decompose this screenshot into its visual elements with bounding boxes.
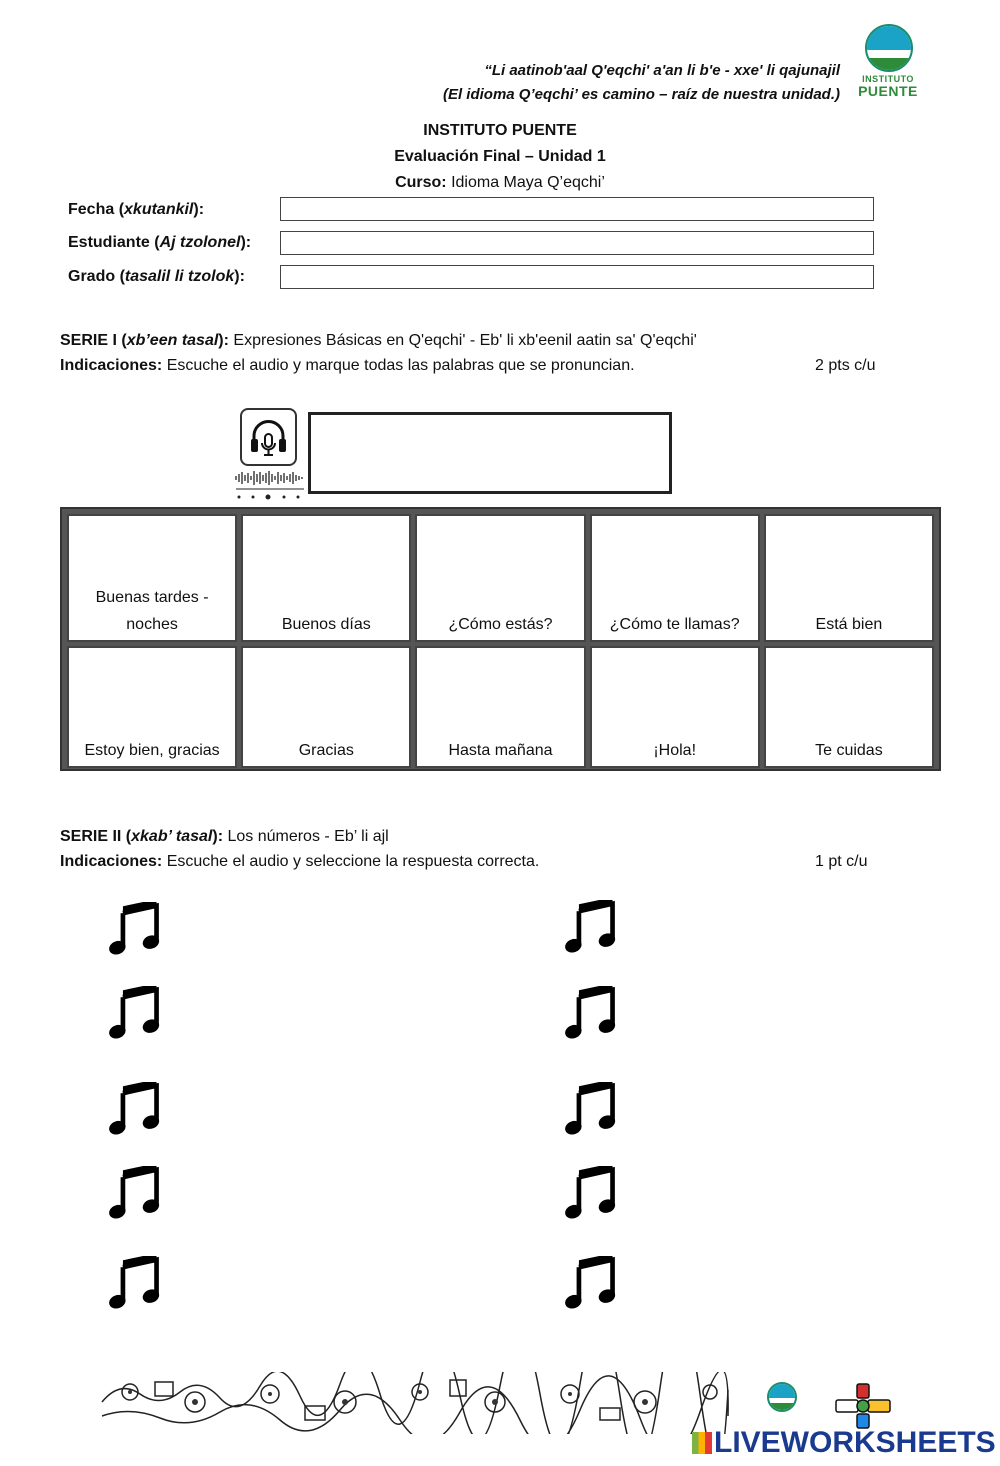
- audio-answer-box[interactable]: [308, 412, 672, 494]
- liveworksheets-logo-icon: [692, 1432, 712, 1454]
- logo-text-puente: PUENTE: [858, 83, 918, 99]
- music-note-icon[interactable]: [564, 1166, 620, 1222]
- estudiante-label: Estudiante (Aj tzolonel):: [68, 234, 252, 251]
- estudiante-input[interactable]: [280, 231, 874, 255]
- page-subtitle: Evaluación Final – Unidad 1: [394, 148, 606, 165]
- instituto-puente-logo: [852, 24, 924, 98]
- serie2-heading: SERIE II (xkab’ tasal): Los números - Eb’ li ajl: [60, 828, 389, 845]
- option-cell[interactable]: Buenos días: [241, 514, 411, 642]
- option-cell[interactable]: Buenas tardes - noches: [67, 514, 237, 642]
- option-cell[interactable]: Hasta mañana: [415, 646, 585, 768]
- serie2-points: 1 pt c/u: [815, 853, 868, 870]
- grado-input[interactable]: [280, 265, 874, 289]
- music-note-icon[interactable]: [108, 986, 164, 1042]
- course-value: Idioma Maya Q’eqchi’: [446, 174, 605, 191]
- page-title: INSTITUTO PUENTE: [423, 122, 577, 139]
- serie2-instructions: Indicaciones: Escuche el audio y seleccione la respuesta correcta.: [60, 853, 540, 870]
- option-cell[interactable]: ¿Cómo te llamas?: [590, 514, 760, 642]
- headphones-icon: [242, 410, 295, 464]
- option-cell[interactable]: Gracias: [241, 646, 411, 768]
- course-line: [0, 174, 1000, 192]
- serie1-points: 2 pts c/u: [815, 357, 876, 374]
- option-cell[interactable]: ¿Cómo estás?: [415, 514, 585, 642]
- motto-qeqchi: “Li aatinob'aal Q'eqchi' a'an li b'e - xxe' li qajunajil: [484, 62, 840, 79]
- serie1-instructions: Indicaciones: Escuche el audio y marque todas las palabras que se pronuncian.: [60, 357, 635, 374]
- music-note-icon[interactable]: [108, 1256, 164, 1312]
- music-note-icon[interactable]: [564, 900, 620, 956]
- footer-instituto-logo: [760, 1382, 804, 1412]
- serie1-heading: SERIE I (xb’een tasal): Expresiones Básicas en Q'eqchi' - Eb' li xb'eenil aatin sa' Q'eqchi': [60, 332, 697, 349]
- music-note-icon[interactable]: [564, 1256, 620, 1312]
- option-cell[interactable]: Estoy bien, gracias: [67, 646, 237, 768]
- music-note-icon[interactable]: [564, 986, 620, 1042]
- liveworksheets-brand: LIVEWORKSHEETS: [692, 1426, 996, 1460]
- logo-text-instituto: INSTITUTO: [862, 74, 914, 84]
- fecha-input[interactable]: [280, 197, 874, 221]
- audio-waveform-icon: [234, 470, 306, 500]
- music-note-icon[interactable]: [108, 1082, 164, 1138]
- music-note-icon[interactable]: [564, 1082, 620, 1138]
- serie1-options-grid: [60, 507, 941, 771]
- option-cell[interactable]: Está bien: [764, 514, 934, 642]
- music-note-icon[interactable]: [108, 902, 164, 958]
- fecha-label: Fecha (xkutankil):: [68, 201, 205, 218]
- headphones-audio-button[interactable]: [240, 408, 297, 466]
- course-label: Curso:: [395, 174, 447, 191]
- grado-label: Grado (tasalil li tzolok):: [68, 268, 245, 285]
- mayan-cross-emblem-icon: [832, 1382, 894, 1430]
- option-cell[interactable]: Te cuidas: [764, 646, 934, 768]
- option-cell[interactable]: ¡Hola!: [590, 646, 760, 768]
- music-note-icon[interactable]: [108, 1166, 164, 1222]
- motto-spanish: (El idioma Q’eqchi’ es camino – raíz de nuestra unidad.): [442, 86, 840, 103]
- logo-emblem: [865, 24, 913, 72]
- mayan-decorative-strip: [100, 1372, 730, 1434]
